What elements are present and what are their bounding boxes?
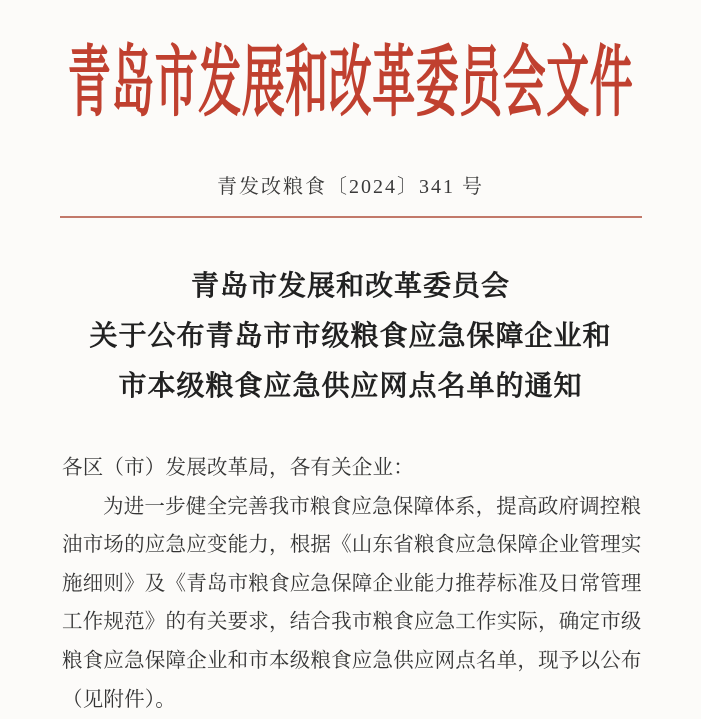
paragraph-line: 施细则》及《青岛市粮食应急保障企业能力推荐标准及日常管理 [62, 572, 642, 595]
salutation-line: 各区（市）发展改革局，各有关企业： [62, 457, 414, 479]
paragraph-line: （见附件）。 [62, 688, 176, 711]
title-line-1: 青岛市发展和改革委员会 [190, 271, 510, 302]
paragraph-line: 为进一步健全完善我市粮食应急保障体系，提高政府调控粮 [103, 495, 642, 518]
document-title [0, 262, 701, 412]
title-line-2: 关于公布青岛市市级粮食应急保障企业和 [89, 321, 612, 352]
letterhead-banner [0, 22, 701, 127]
document-number: 青发改粮食〔2024〕341 号 [217, 176, 484, 198]
paragraph-line: 工作规范》的有关要求，结合我市粮食应急工作实际，确定市级 [62, 611, 642, 634]
separator-rule [60, 216, 642, 218]
paragraph-line: 粮食应急保障企业和市本级粮食应急供应网点名单，现予以公布 [62, 649, 642, 672]
paragraph-line: 油市场的应急应变能力，根据《山东省粮食应急保障企业管理实 [62, 534, 642, 557]
document-body [62, 449, 644, 719]
agency-banner-title: 青岛市发展和改革委员会文件 [67, 41, 634, 127]
title-line-3: 市本级粮食应急供应网点名单的通知 [118, 371, 583, 402]
